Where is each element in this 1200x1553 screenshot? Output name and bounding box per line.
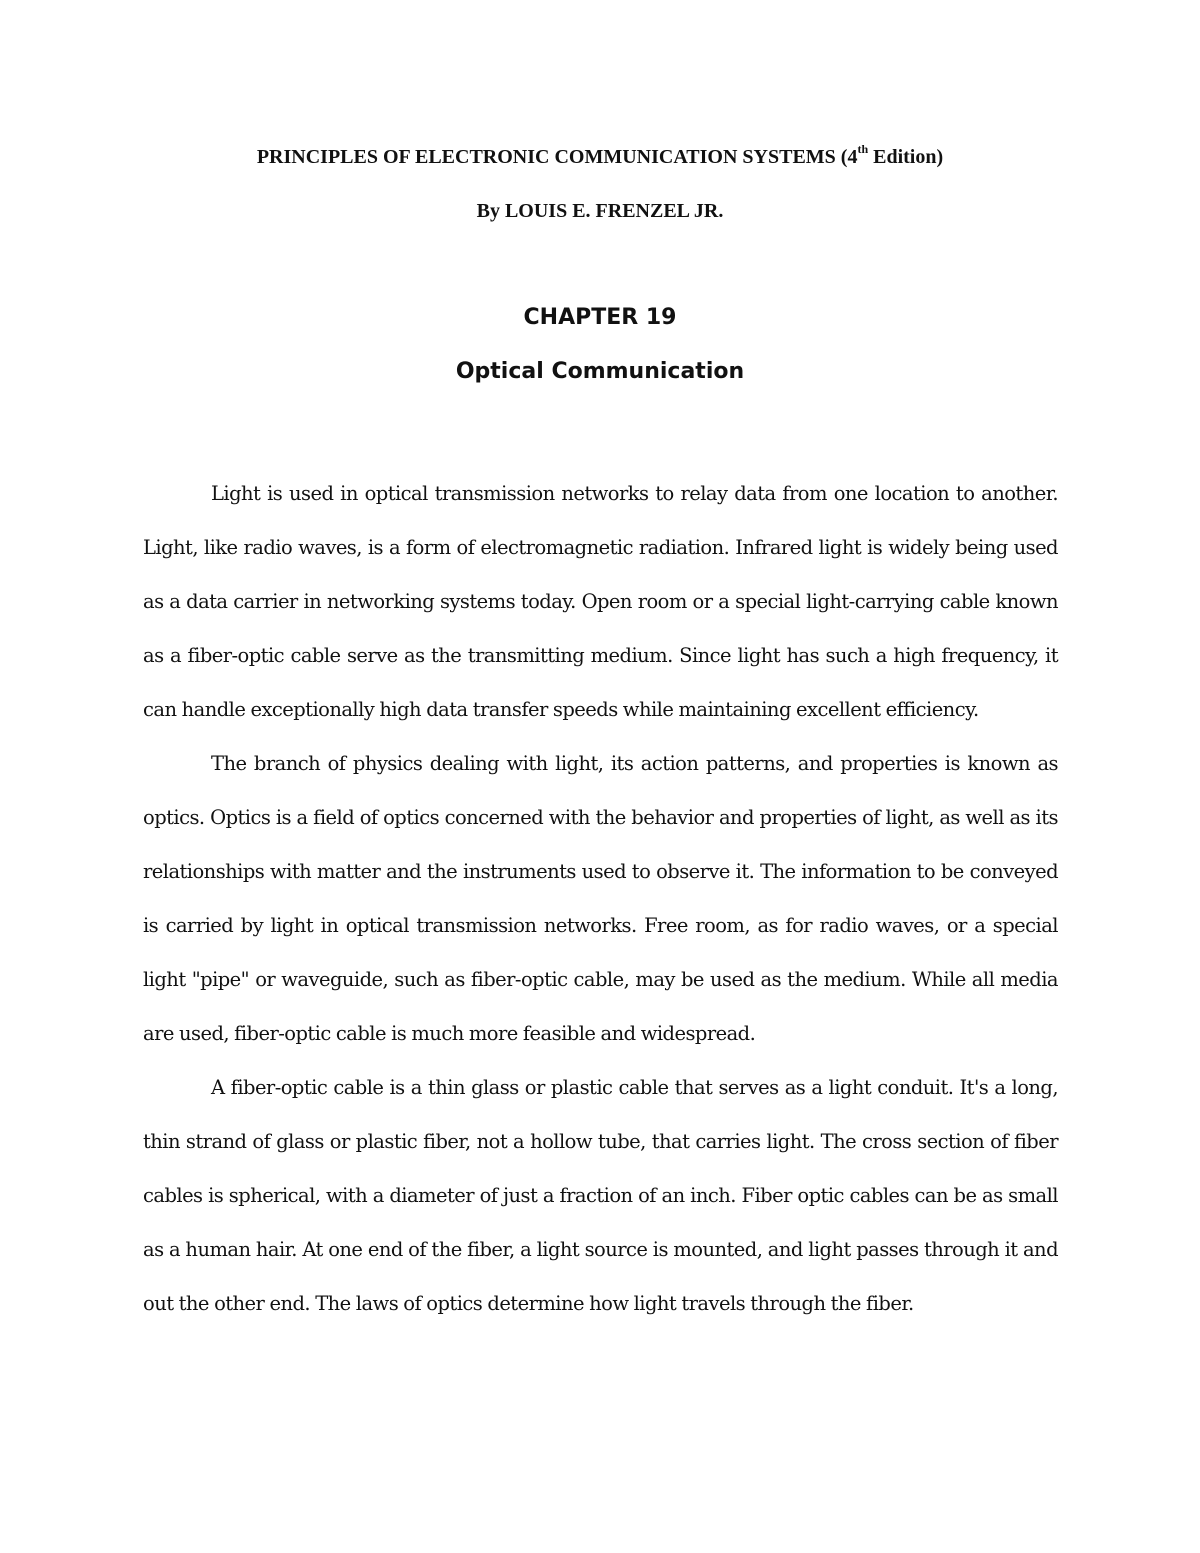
- paragraph-1: Light is used in optical transmission networks to relay data from one location to another. Light, like radio waves, is a form of electromagnetic radiation. Infrared light is widely being used as a data carrier in networking systems today. Open room or a special light-carrying cable known as a fiber-optic cable serve as the transmitting medium. Since light has such a high frequency, it can handle exceptionally high data transfer speeds while maintaining excellent efficiency.: [143, 482, 1058, 721]
- chapter-number: CHAPTER 19: [523, 305, 677, 330]
- author-line: By LOUIS E. FRENZEL JR.: [476, 200, 724, 222]
- paragraph-3: A fiber-optic cable is a thin glass or plastic cable that serves as a light conduit. It's a long, thin strand of glass or plastic fiber, not a hollow tube, that carries light. The cross section of fiber cables is spherical, with a diameter of just a fraction of an inch. Fiber optic cables can be as small as a human hair. At one end of the fiber, a light source is mounted, and light passes through it and out the other end. The laws of optics determine how light travels through the fiber.: [143, 1076, 1058, 1315]
- book-title-end: Edition): [868, 146, 944, 168]
- book-title: [0, 143, 1200, 171]
- body-text: [143, 467, 1058, 1331]
- chapter-title: Optical Communication: [455, 359, 745, 384]
- edition-superscript: th: [857, 142, 869, 157]
- paragraph-2: The branch of physics dealing with light, its action patterns, and properties is known as optics. Optics is a field of optics concerned with the behavior and properties of light, as well as its relationships with matter and the instruments used to observe it. The information to be conveyed is carried by light in optical transmission networks. Free room, as for radio waves, or a special light "pipe" or waveguide, such as fiber-optic cable, may be used as the medium. While all media are used, fiber-optic cable is much more feasible and widespread.: [143, 752, 1058, 1045]
- book-title-main: PRINCIPLES OF ELECTRONIC COMMUNICATION SYSTEMS (4: [256, 146, 858, 168]
